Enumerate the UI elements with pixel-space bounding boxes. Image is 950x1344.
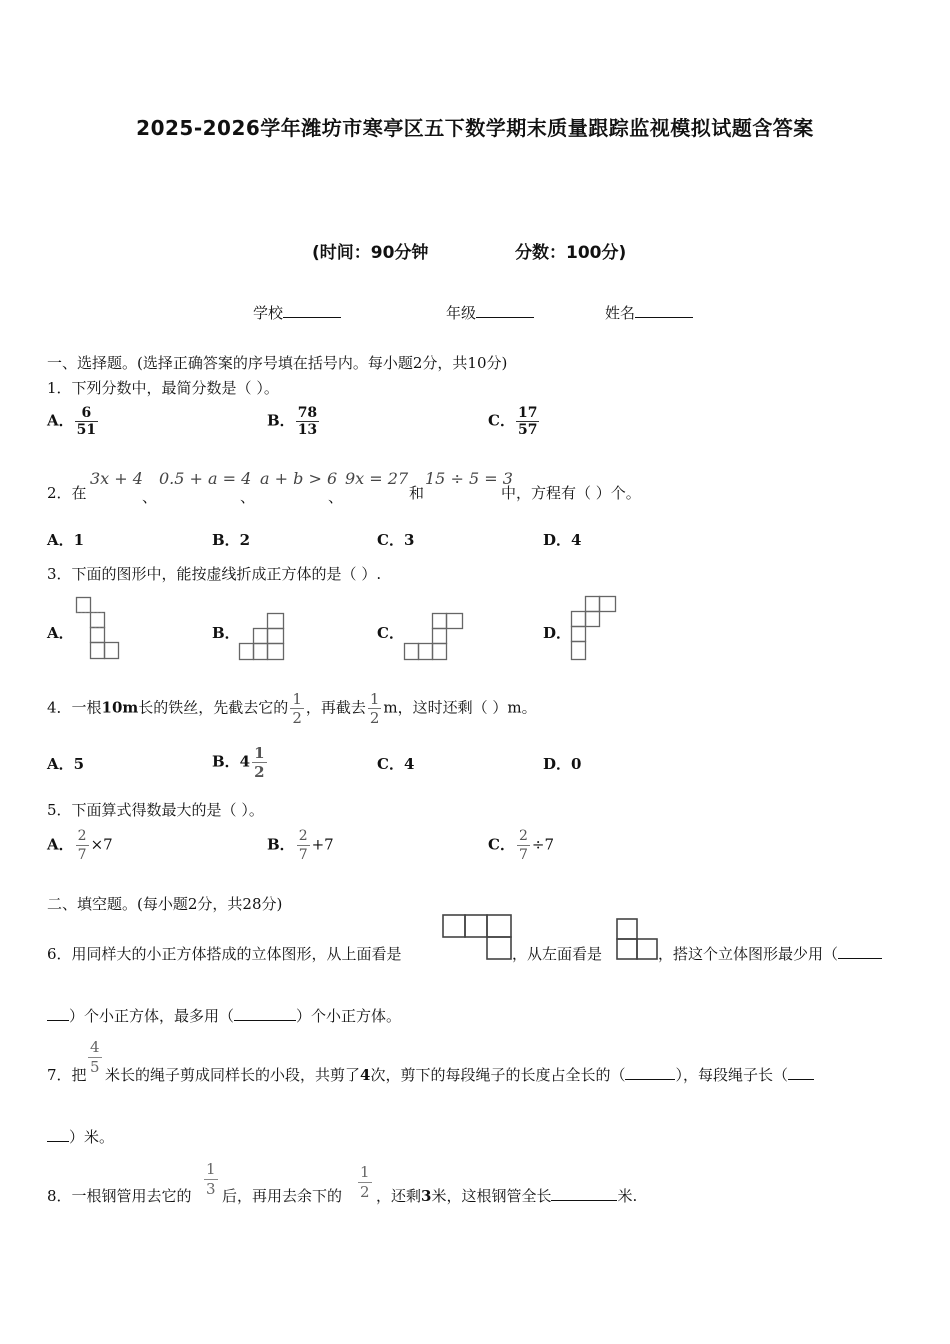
q2-suffix: 中，方程有（ ）个。 (501, 484, 641, 502)
q2-expr-3: a + b > 6 (260, 469, 338, 488)
q1-option-b[interactable]: B． $\frac{78}{13}$ (267, 405, 318, 438)
q4-fraction-2: $\frac{1}{2}$ (369, 690, 380, 727)
q4-line: 4．一根10m长的铁丝，先截去它的 $\frac{1}{2}$ ，再截去 $\frac{1}{2}$ m，这时还剩（ ）m。 (47, 690, 537, 727)
q2-and: 和 (409, 484, 425, 502)
q3-net-d-figure (571, 596, 619, 662)
q5-option-b[interactable]: B． $\frac{2}{7}$ +7 (267, 828, 334, 863)
q3-option-c[interactable]: C． (377, 624, 404, 642)
q3-option-d[interactable]: D． (543, 624, 572, 642)
exam-time: (时间：90分钟 (312, 243, 429, 263)
q3-net-a-figure (76, 597, 120, 661)
q8-line-end: ，还剩3米，这根钢管全长 米. (376, 1187, 638, 1205)
exam-score: 分数：100分) (515, 243, 627, 263)
q2-expr-1: 3x + 4 (90, 469, 143, 488)
page-title: 2025-2026学年潍坊市寒亭区五下数学期末质量跟踪监视模拟试题含答案 (136, 116, 814, 140)
q7-blank-1[interactable] (625, 1065, 675, 1080)
q3-stem: 3．下面的图形中，能按虚线折成正方体的是（ ）. (47, 565, 382, 583)
q6-left-view-figure (616, 918, 660, 962)
school-field (253, 302, 341, 323)
name-blank[interactable] (635, 303, 693, 318)
q7-blank-2[interactable] (788, 1065, 814, 1080)
q2-option-d[interactable]: D．4 (543, 531, 582, 549)
q6-part2: ，从左面看是 (512, 945, 603, 963)
grade-label: 年级 (446, 304, 477, 322)
grade-blank[interactable] (476, 303, 534, 318)
school-blank[interactable] (283, 303, 341, 318)
q2-sep-1: 、 (142, 488, 158, 506)
q2-expr-5: 15 ÷ 5 = 3 (425, 469, 513, 488)
q6-top-view-figure (442, 914, 514, 962)
q1-option-a[interactable]: A． $\frac{6}{51}$ (47, 405, 97, 438)
grade-field (446, 302, 534, 323)
q2-option-c[interactable]: C．3 (377, 531, 415, 549)
q3-net-b-figure (239, 613, 287, 661)
q1-option-c[interactable]: C． $\frac{17}{57}$ (488, 405, 538, 438)
q7-fraction: 4 5 (90, 1038, 100, 1076)
q4-option-b[interactable]: B．4 $\frac{1}{2}$ (212, 744, 265, 781)
q7-line2: ）米。 (47, 1126, 114, 1147)
q7-line1: 米长的绳子剪成同样长的小段，共剪了4次，剪下的每段绳子的长度占全长的（ ），每段绳子长（ (105, 1064, 814, 1085)
q8-blank[interactable] (551, 1186, 617, 1201)
name-field (605, 302, 693, 323)
q5-option-a[interactable]: A． $\frac{2}{7}$ ×7 (47, 828, 113, 863)
q1-stem: 1．下列分数中，最简分数是（ ）。 (47, 379, 279, 397)
q8-part1: 8．一根钢管用去它的 (47, 1187, 192, 1205)
q2-expr-2: 0.5 + a = 4 (159, 469, 252, 488)
q2-sep-3: 、 (328, 488, 344, 506)
name-label: 姓名 (605, 304, 636, 322)
q3-net-c-figure (404, 613, 466, 661)
q2-option-a[interactable]: A．1 (47, 531, 85, 549)
q6-line2: ）个小正方体，最多用（ ）个小正方体。 (47, 1005, 401, 1026)
q6-blank-2[interactable] (234, 1006, 296, 1021)
q2-prefix: 2．在 (47, 484, 87, 502)
q7-part1: 7．把 (47, 1066, 87, 1084)
q5-option-c[interactable]: C． $\frac{2}{7}$ ÷7 (488, 828, 554, 863)
q8-part2: 后，再用去余下的 (222, 1187, 343, 1205)
q6-blank-1[interactable] (838, 944, 882, 959)
q3-option-b[interactable]: B． (212, 624, 240, 642)
q4-fraction-1: $\frac{1}{2}$ (292, 690, 302, 727)
q4-option-d[interactable]: D．0 (543, 755, 582, 773)
q8-fraction-1: 1 3 (206, 1160, 216, 1198)
section2-heading: 二、填空题。(每小题2分，共28分) (47, 895, 283, 913)
q4-option-a[interactable]: A．5 (47, 755, 85, 773)
q4-option-c[interactable]: C．4 (377, 755, 415, 773)
q6-part3: ，搭这个立体图形最少用（ (658, 943, 882, 964)
q8-fraction-2: 1 2 (360, 1163, 370, 1201)
section1-heading: 一、选择题。(选择正确答案的序号填在括号内。每小题2分，共10分) (47, 354, 508, 372)
q5-stem: 5．下面算式得数最大的是（ ）。 (47, 801, 264, 819)
q6-part1: 6．用同样大的小正方体搭成的立体图形，从上面看是 (47, 945, 402, 963)
q3-option-a[interactable]: A． (47, 624, 74, 642)
q2-expr-4: 9x = 27 (345, 469, 409, 488)
q2-option-b[interactable]: B．2 (212, 531, 251, 549)
q2-sep-2: 、 (240, 488, 256, 506)
school-label: 学校 (253, 304, 284, 322)
